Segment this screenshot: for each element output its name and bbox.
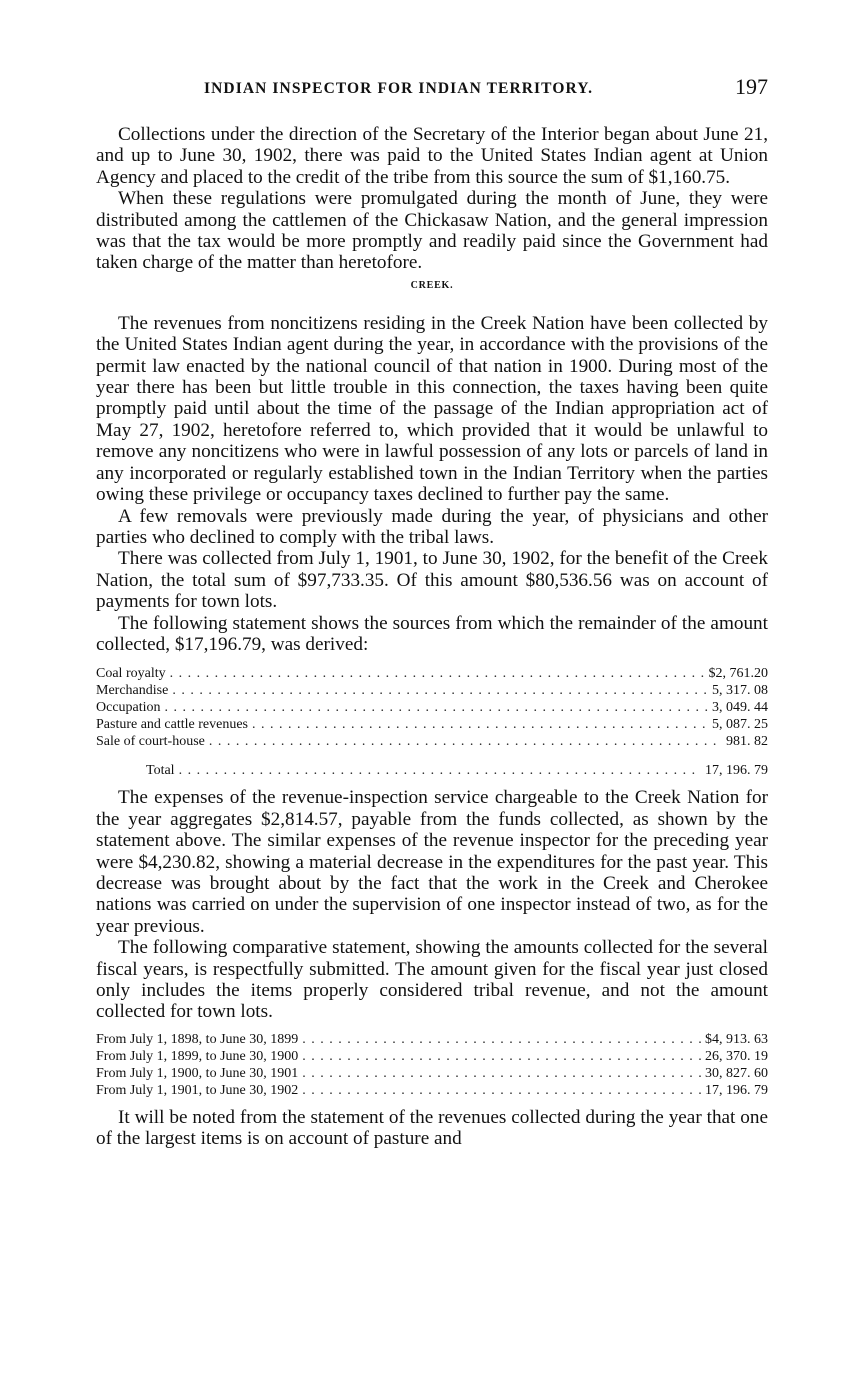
dot-leader: [172, 682, 708, 699]
row-label: From July 1, 1898, to June 30, 1899: [96, 1031, 299, 1047]
table-row: [96, 665, 768, 682]
row-label: Occupation: [96, 700, 161, 716]
table-row: [96, 1065, 768, 1082]
running-head: INDIAN INSPECTOR FOR INDIAN TERRITORY.: [204, 80, 594, 97]
row-amount: 981. 82: [726, 734, 768, 750]
dot-leader: [302, 1082, 701, 1099]
row-amount: 17, 196. 79: [705, 1082, 768, 1098]
paragraph: When these regulations were promulgated during the month of June, they were distributed among the cattlemen of the Chickasaw Nation, and the general impression was that the tax would be more promptly and readily paid since the Government had taken charge of the matter than heretofore.: [96, 188, 768, 274]
paragraph: A few removals were previously made during the year, of physicians and other parties who declined to comply with the tribal laws.: [96, 505, 768, 548]
total-amount: 17, 196. 79: [705, 763, 768, 779]
row-amount: 30, 827. 60: [705, 1065, 768, 1081]
row-label: From July 1, 1901, to June 30, 1902: [96, 1082, 299, 1098]
page-number: 197: [735, 74, 768, 99]
row-label: From July 1, 1899, to June 30, 1900: [96, 1048, 299, 1064]
dot-leader: [302, 1031, 701, 1048]
paragraph: There was collected from July 1, 1901, to June 30, 1902, for the benefit of the Creek Nation, the total sum of $97,733.35. Of this amount $80,536.56 was on account of payments for town lots.: [96, 548, 768, 613]
row-amount: 26, 370. 19: [705, 1048, 768, 1064]
dot-leader: [209, 733, 722, 750]
table-row: [96, 699, 768, 716]
paragraph: Collections under the direction of the Secretary of the Interior began about June 21, and up to June 30, 1902, there was paid to the United States Indian agent at Union Agency and placed to the credit of the tribe from this source the sum of $1,160.75.: [96, 124, 768, 188]
row-amount: 5, 317. 08: [712, 683, 768, 699]
comparative-statement-table: [96, 1031, 768, 1099]
row-amount: $4, 913. 63: [705, 1031, 768, 1047]
dot-leader: [170, 665, 705, 682]
table-row: [96, 716, 768, 733]
row-amount: $2, 761.20: [708, 666, 768, 682]
table-row: [96, 1082, 768, 1099]
table-row: [96, 1031, 768, 1048]
total-row: [96, 762, 768, 779]
table-row: [96, 1048, 768, 1065]
paragraph: The following comparative statement, showing the amounts collected for the several fiscal years, is respectfully submitted. The amount given for the fiscal year just closed only includes the items properly considered tribal revenue, and not the amount collected for town lots.: [96, 937, 768, 1023]
paragraph: It will be noted from the statement of the revenues collected during the year that one of the largest items is on account of pasture and: [96, 1106, 768, 1150]
section-heading: CREEK.: [410, 279, 454, 291]
dot-leader: [302, 1065, 701, 1082]
row-amount: 5, 087. 25: [712, 717, 768, 733]
row-label: Pasture and cattle revenues: [96, 717, 248, 733]
dot-leader: [165, 699, 708, 716]
table-row: [96, 682, 768, 699]
table-row: [96, 733, 768, 750]
revenue-sources-table: [96, 665, 768, 779]
dot-leader: [179, 762, 701, 779]
row-amount: 3, 049. 44: [712, 700, 768, 716]
page-header: [96, 74, 768, 104]
page-body: [96, 124, 768, 1150]
paragraph: The expenses of the revenue-inspection service chargeable to the Creek Nation for the year aggregates $2,814.57, payable from the funds collected, as shown by the statement above. The similar expenses of the revenue inspector for the preceding year were $4,230.82, showing a material decrease in the expenditures for the past year. This decrease was brought about by the fact that the work in the Creek and Cherokee nations was carried on under the supervision of one inspector instead of two, as for the year previous.: [96, 787, 768, 937]
row-label: Merchandise: [96, 683, 169, 699]
row-label: From July 1, 1900, to June 30, 1901: [96, 1065, 299, 1081]
row-label: Coal royalty: [96, 666, 166, 682]
row-label: Sale of court-house: [96, 734, 205, 750]
paragraph: The following statement shows the sources from which the remainder of the amount collected, $17,196.79, was derived:: [96, 612, 768, 655]
dot-leader: [252, 716, 708, 733]
total-label: Total: [146, 763, 175, 779]
dot-leader: [302, 1048, 701, 1065]
paragraph: The revenues from noncitizens residing in the Creek Nation have been collected by the United States Indian agent during the year, in accordance with the provisions of the permit law enacted by the national council of that nation in 1900. During most of the year there has been but little trouble in this connection, the taxes having been quite promptly paid until about the time of the passage of the Indian appropriation act of May 27, 1902, heretofore referred to, which provided that it would be unlawful to remove any noncitizens who were in lawful possession of any lots or parcels of land in any incorporated or regularly established town in the Indian Territory when the parties owing these privilege or occupancy taxes declined to further pay the same.: [96, 312, 768, 506]
